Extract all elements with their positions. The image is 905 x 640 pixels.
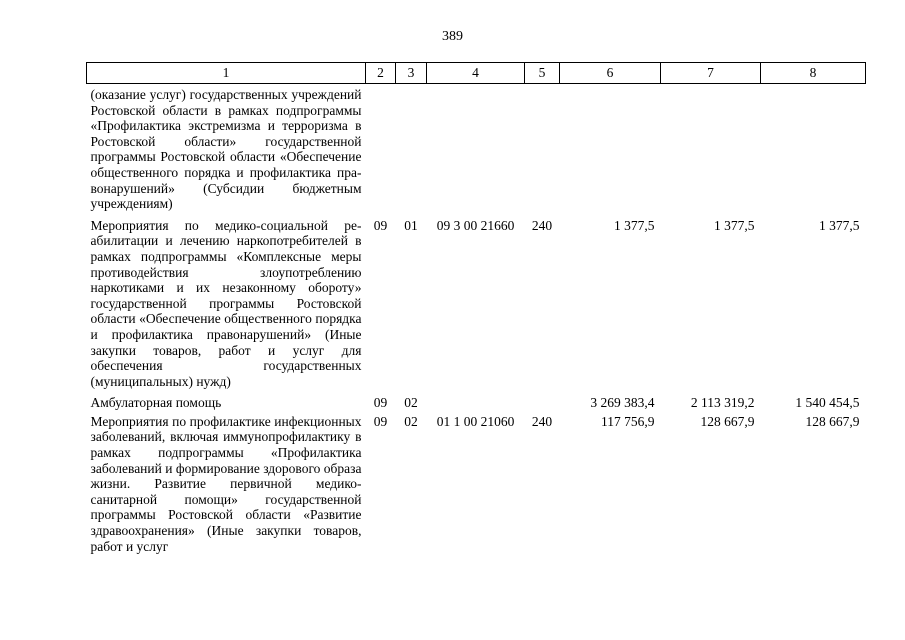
row-amount-3: 1 540 454,5 — [795, 395, 860, 411]
table-row — [87, 411, 866, 554]
budget-table — [86, 62, 866, 554]
row-description: Амбулаторная помощь — [90, 395, 222, 411]
row-expense-type — [525, 389, 560, 411]
table-row — [87, 212, 866, 390]
row-amount-1: 1 377,5 — [614, 217, 655, 233]
row-amount-2: 128 667,9 — [700, 413, 755, 429]
row-subsection — [396, 84, 427, 212]
row-amount-3: 128 667,9 — [805, 413, 860, 429]
row-target-article: 09 3 00 21660 — [436, 217, 515, 233]
column-header-2: 2 — [366, 63, 396, 84]
row-section: 09 — [373, 413, 388, 429]
row-subsection: 02 — [404, 413, 418, 429]
row-description: (оказание услуг) государственных учреждений Ростовской области в рамках подпрограммы «Профилактика экстремизма и терроризма в Ростовской области» государственной программы Ростовской области «Обеспечение общественного порядка и профилактика правонарушений» (Субсидии бюджетным учреждениям) — [90, 87, 362, 212]
column-header-7: 7 — [661, 63, 761, 84]
row-amount-1: 117 756,9 — [601, 413, 655, 429]
row-target-article — [427, 84, 525, 212]
column-header-8: 8 — [761, 63, 866, 84]
row-expense-type: 240 — [531, 413, 553, 429]
row-amount-1 — [560, 84, 661, 212]
row-description: Мероприятия по профилактике инфекционных заболеваний, включая иммунопрофилактику в рамках подпрограммы «Профилактика заболеваний и формирование здорового образа жизни. Развитие первичной медико-санитарной помощи» государственной программы Ростовской области «Развитие здравоохранения» (Иные закупки товаров, работ и услуг — [90, 413, 362, 554]
row-subsection: 01 — [404, 217, 418, 233]
row-section: 09 — [373, 395, 388, 411]
column-header-1: 1 — [87, 63, 366, 84]
page-number: 389 — [442, 29, 463, 44]
table-row — [87, 389, 866, 411]
column-header-4: 4 — [427, 63, 525, 84]
row-amount-1: 3 269 383,4 — [590, 395, 655, 411]
row-expense-type: 240 — [531, 217, 553, 233]
table-header-row — [87, 63, 866, 84]
row-description: Мероприятия по медико-социальной реабилитации и лечению наркопотребителей в рамках подпрограммы «Комплексные меры противодействия злоупотреблению наркотиками и их незаконному обороту» государственной программы Ростовской области «Обеспечение общественного порядка и профилактика правонарушений» (Иные закупки товаров, работ и услуг для обеспечения государственных (муниципальных) нужд) — [90, 217, 362, 389]
column-header-5: 5 — [525, 63, 560, 84]
row-amount-3 — [761, 84, 866, 212]
column-header-3: 3 — [396, 63, 427, 84]
row-amount-2: 1 377,5 — [714, 217, 755, 233]
row-target-article — [427, 389, 525, 411]
row-expense-type — [525, 84, 560, 212]
row-amount-2: 2 113 319,2 — [690, 395, 755, 411]
column-header-6: 6 — [560, 63, 661, 84]
table-row — [87, 84, 866, 212]
row-section: 09 — [373, 217, 388, 233]
row-section — [366, 84, 396, 212]
row-amount-3: 1 377,5 — [819, 217, 860, 233]
row-amount-2 — [661, 84, 761, 212]
row-target-article: 01 1 00 21060 — [436, 413, 515, 429]
row-subsection: 02 — [404, 395, 418, 411]
